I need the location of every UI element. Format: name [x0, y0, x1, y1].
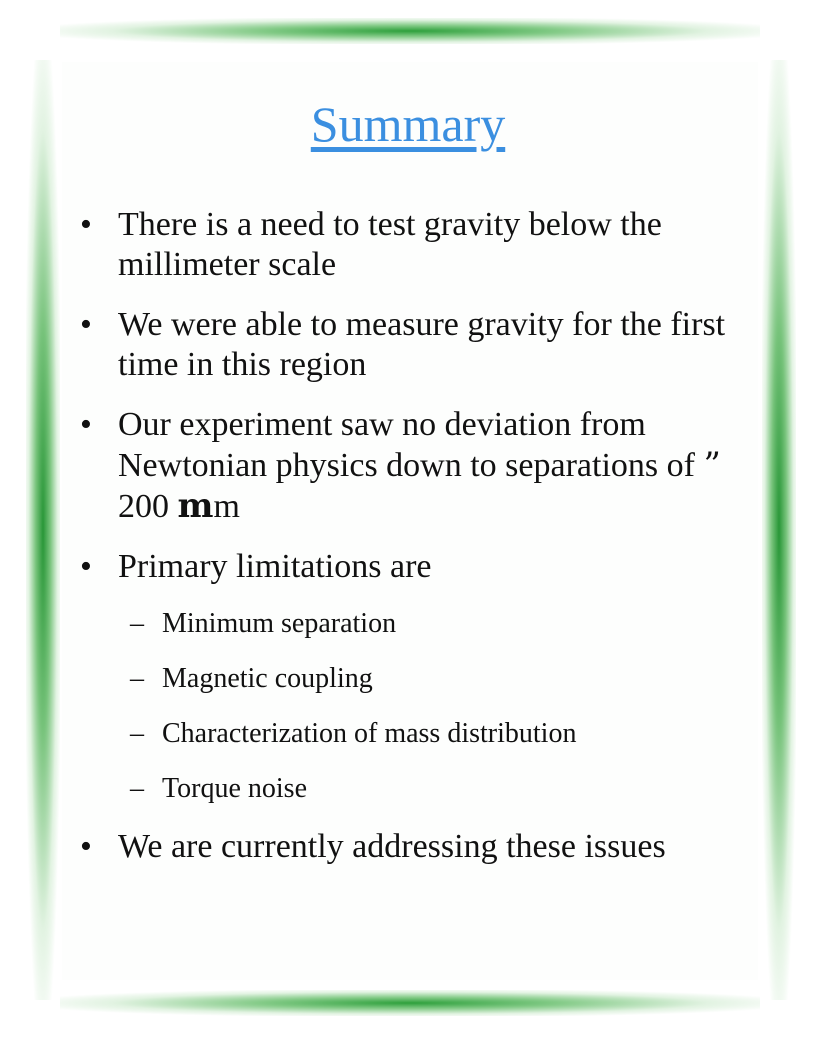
bullet-glyph: •	[80, 828, 92, 865]
bullet-no-deviation	[80, 405, 740, 527]
bullet-text: Our experiment saw no deviation from Newtonian physics down to separations of	[118, 406, 695, 484]
sub-bullet-magnetic-coupling	[80, 662, 740, 696]
sub-bullet-glyph: –	[130, 773, 144, 804]
sub-bullet-text: Magnetic coupling	[162, 663, 373, 694]
sub-bullet-mass-distribution	[80, 717, 740, 751]
separation-unit: m	[213, 488, 240, 525]
frame-right-bar	[762, 60, 796, 1000]
approx-symbol: ”	[703, 445, 721, 485]
frame-left-bar	[26, 60, 60, 1000]
bullet-text: We were able to measure gravity for the first time in this region	[118, 306, 726, 383]
micro-symbol: m	[177, 486, 214, 526]
sub-bullet-text: Torque noise	[162, 773, 308, 804]
bullet-text: We are currently addressing these issues	[118, 828, 666, 865]
bullet-text: Primary limitations are	[118, 548, 432, 585]
bullet-list	[80, 205, 740, 887]
sub-bullet-text: Minimum separation	[162, 608, 397, 639]
slide-title: Summary	[310, 96, 506, 152]
sub-bullet-glyph: –	[130, 663, 144, 694]
sub-bullet-text: Characterization of mass distribution	[162, 718, 577, 749]
separation-value: 200	[118, 488, 169, 525]
bullet-need-test-gravity	[80, 205, 740, 285]
bullet-glyph: •	[80, 548, 92, 585]
bullet-glyph: •	[80, 406, 92, 443]
bullet-text: There is a need to test gravity below the millimeter scale	[118, 206, 662, 283]
sub-bullet-glyph: –	[130, 608, 144, 639]
bullet-glyph: •	[80, 306, 92, 343]
frame-bottom-bar	[60, 990, 760, 1016]
sub-bullet-minimum-separation	[80, 607, 740, 641]
frame-top-bar	[60, 18, 760, 44]
bullet-measured-gravity	[80, 305, 740, 385]
sub-bullet-glyph: –	[130, 718, 144, 749]
bullet-addressing-issues	[80, 827, 740, 867]
sub-bullet-torque-noise	[80, 772, 740, 806]
bullet-primary-limitations	[80, 547, 740, 587]
bullet-glyph: •	[80, 206, 92, 243]
